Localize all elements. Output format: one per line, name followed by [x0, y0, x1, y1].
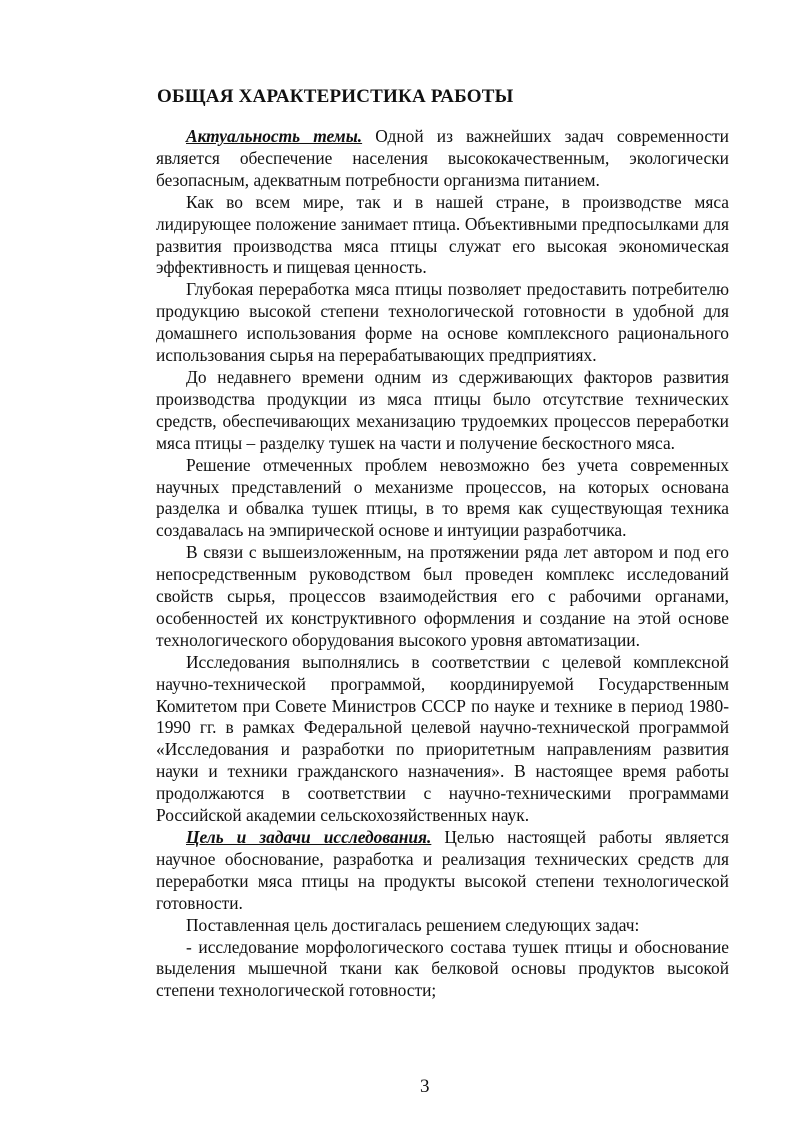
paragraph-goal	[156, 827, 729, 915]
paragraph-research-program: Исследования выполнялись в соответствии с целевой комплексной научно-технической программой, координируемой Государственным Комитетом при Совете Министров СССР по науке и технике в период 1980-1990 гг. в рамках Федеральной целевой научно-технической программой «Исследования и разработки по приоритетным направлениям развития науки и техники гражданского назначения». В настоящее время работы продолжаются в соответствии с научно-техническими программами Российской академии сельскохозяйственных наук.	[156, 651, 729, 826]
relevance-text: Одной из важнейших задач современности является обеспечение населения высококачественным, экологически безопасным, адекватным потребности организма питанием.	[156, 126, 729, 190]
paragraph-poultry-leading: Как во всем мире, так и в нашей стране, в производстве мяса лидирующее положение занимает птица. Объективными предпосылками для развития производства мяса птицы служат его высокая экономическая эффективность и пищевая ценность.	[156, 191, 729, 278]
paragraph-deep-processing: Глубокая переработка мяса птицы позволяет предоставить потребителю продукцию высокой степени технологической готовности в удобной для домашнего использования форме на основе комплексного рационального использования сырья на перерабатывающих предприятиях.	[156, 279, 729, 366]
paragraph-relevance	[156, 126, 729, 192]
goal-lead: Цель и задачи исследования.	[186, 827, 432, 847]
paragraph-task-1: - исследование морфологического состава тушек птицы и обоснование выделения мышечной ткани как белковой основы продуктов высокой степени технологической готовности;	[156, 936, 729, 1001]
goal-text: Целью настоящей работы является научное обоснование, разработка и реализация технических средств для переработки мяса птицы на продукты высокой степени технологической готовности.	[156, 827, 729, 913]
section-heading: ОБЩАЯ ХАРАКТЕРИСТИКА РАБОТЫ	[157, 86, 514, 107]
page-number: 3	[420, 1076, 430, 1097]
relevance-lead: Актуальность темы.	[186, 126, 363, 146]
paragraph-constraints: До недавнего времени одним из сдерживающих факторов развития производства продукции из мяса птицы было отсутствие технических средств, обеспечивающих механизацию трудоемких процессов переработки мяса птицы – разделку тушек на части и получение бескостного мяса.	[156, 366, 729, 453]
paragraph-problem-solution: Решение отмеченных проблем невозможно без учета современных научных представлений о механизме процессов, на которых основана разделка и обвалка тушек птицы, в то время как существующая техника создавалась на эмпирической основе и интуиции разработчика.	[156, 454, 729, 541]
body-text	[156, 126, 729, 1002]
paragraph-research-complex: В связи с вышеизложенным, на протяжении ряда лет автором и под его непосредственным руководством был проведен комплекс исследований свойств сырья, процессов взаимодействия его с рабочими органами, особенностей их конструктивного оформления и создание на этой основе технологического оборудования высокого уровня автоматизации.	[156, 542, 729, 650]
paragraph-tasks-intro: Поставленная цель достигалась решением следующих задач:	[186, 914, 640, 935]
